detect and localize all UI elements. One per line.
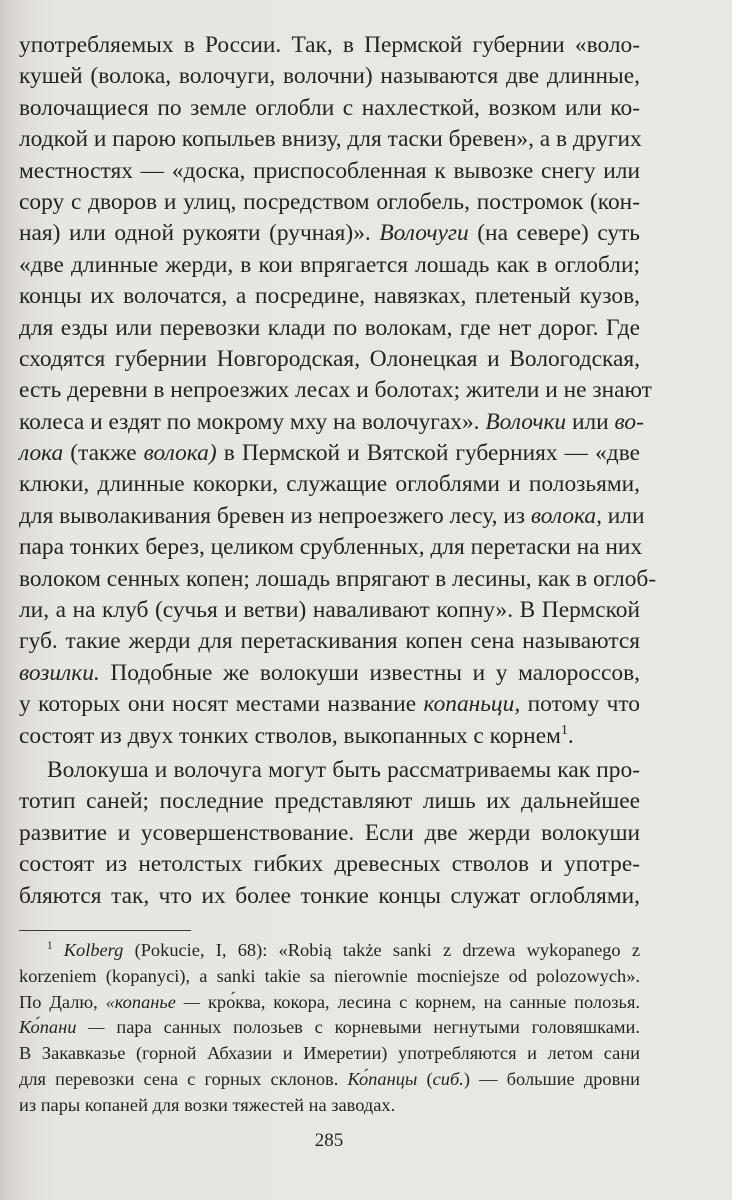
text-line	[19, 469, 640, 500]
text-run: у которых они носят местами название	[19, 691, 424, 718]
footnote	[19, 938, 640, 1119]
text-line	[19, 532, 643, 563]
text-line	[19, 595, 640, 626]
text-line	[19, 61, 640, 92]
italic-term: во-	[614, 408, 644, 435]
text-run: или	[601, 502, 645, 529]
text-line	[19, 124, 640, 155]
italic-term: Волочуги	[379, 220, 469, 247]
text-line	[19, 818, 640, 849]
text-run: .	[567, 722, 574, 749]
text-run: По Далю,	[19, 991, 106, 1012]
text-line	[19, 30, 640, 61]
text-line	[19, 218, 640, 249]
text-run: (на севере) суть	[468, 220, 640, 247]
text-run: употребляемых в России. Так, в Пермской губернии «воло-	[19, 32, 640, 58]
italic-term: сиб.	[432, 1068, 464, 1089]
text-run	[53, 940, 64, 960]
footnote-line	[19, 938, 640, 964]
footnote-line	[19, 964, 640, 990]
footnote-line	[19, 990, 640, 1016]
text-line	[19, 689, 640, 720]
main-text	[19, 30, 657, 912]
text-line	[19, 313, 640, 344]
text-run: (Pokucie, I, 68): «Robią także sanki z drzewa wykopanego z	[123, 940, 640, 960]
text-run: пара тонких берез, целиком срубленных, для перетаски на них	[19, 534, 643, 561]
text-run: кро́ква, кокора, лесина с корнем, на санные полозья.	[200, 991, 640, 1012]
text-run: ли, а на клуб (сучья и ветви) наваливают копну». В Пермской	[19, 597, 640, 624]
text-run: клюки, длинные кокорки, служащие оглоблями и полозьями,	[19, 471, 640, 498]
italic-term: «копанье —	[105, 991, 201, 1012]
text-run: состоят из двух тонких стволов, выкопанных с корнем	[19, 722, 561, 749]
italic-term: копаньци,	[423, 691, 521, 718]
text-run: волоком сенных копен; лошадь впрягают в лесины, как в оглоб-	[19, 565, 657, 592]
text-run: концы их волочатся, а посредине, навязках, плетеный кузов,	[19, 283, 640, 310]
text-run: бляются так, что их более тонкие концы служат оглоблями,	[19, 882, 640, 909]
text-run: для выволакивания бревен из непроезжего лесу, из	[19, 502, 531, 529]
page-number: 285	[314, 1130, 344, 1151]
text-run: из пары копаней для возки тяжестей на заводах.	[19, 1094, 396, 1115]
text-run: в Пермской и Вятской губерниях — «две	[216, 440, 640, 467]
text-run: korzeniem (kopanyci), a sanki takie sa nierownie mocniejsze od polozowych».	[19, 965, 640, 986]
italic-term: лока	[19, 440, 64, 467]
text-run: состоят из нетолстых гибких древесных стволов и употре-	[19, 851, 640, 878]
text-run: или	[566, 408, 615, 435]
text-line	[19, 187, 640, 218]
footnote-line	[19, 1093, 640, 1119]
text-line	[19, 250, 640, 281]
text-run: развитие и усовершенствование. Если две жерди волокуши	[19, 819, 640, 846]
italic-term: Kolberg	[63, 940, 124, 960]
text-line	[19, 344, 640, 375]
text-run: ) — большие дровни	[463, 1068, 640, 1089]
text-line	[19, 755, 640, 786]
text-run: губ. такие жерди для перетаскивания копен сена называются	[19, 628, 640, 655]
text-line	[19, 281, 640, 312]
text-run: тотип саней; последние представляют лишь их дальнейшее	[19, 788, 640, 815]
text-run: для перевозки сена с горных склонов.	[19, 1068, 348, 1089]
footnote-marker: 1	[47, 939, 53, 952]
text-run: пара санных полозьев с корневыми негнутыми головяшками.	[104, 1017, 640, 1038]
text-run: кушей (волока, волочуги, волочни) называются две длинные,	[19, 63, 640, 90]
text-line	[19, 438, 640, 469]
footnote-line	[19, 1067, 640, 1093]
footnote-line	[19, 1041, 640, 1067]
text-line	[19, 407, 644, 438]
text-run: сходятся губернии Новгородская, Олонецкая и Вологодская,	[19, 345, 640, 372]
italic-term: Ко́панцы	[347, 1068, 418, 1089]
italic-term: Волочки	[485, 408, 567, 435]
text-run: потому что	[520, 691, 640, 718]
text-line	[19, 564, 657, 595]
text-line	[19, 881, 640, 912]
text-line	[19, 849, 640, 880]
text-run: «две длинные жерди, в кои впрягается лошадь как в оглобли;	[19, 251, 640, 278]
text-run: есть деревни в непроезжих лесах и болотах; жители и не знают	[19, 377, 652, 404]
text-line	[19, 658, 640, 689]
text-line	[19, 93, 640, 124]
text-line	[19, 786, 640, 817]
text-run: Подобные же волокуши известны и у малороссов,	[99, 659, 640, 686]
text-run: колеса и ездят по мокрому мху на волочугах».	[19, 408, 486, 435]
text-run: (также	[63, 440, 144, 467]
footnote-marker: 1	[560, 721, 568, 738]
text-run: (	[417, 1068, 433, 1089]
text-run: Волокуша и волочуга могут быть рассматриваемы как про-	[47, 756, 640, 783]
italic-term: волока,	[530, 502, 602, 529]
text-run: В Закавказье (горной Абхазии и Имеретии) употребляются и летом сани	[19, 1043, 640, 1064]
text-line	[19, 626, 640, 657]
text-line	[19, 501, 645, 532]
italic-term: возилки.	[19, 659, 100, 686]
text-line	[19, 375, 652, 406]
text-line	[19, 156, 640, 187]
text-run: лодкой и парою копыльев внизу, для таски бревен», а в других	[19, 126, 642, 153]
text-run: сору с дворов и улиц, посредством оглобель, постромок (кон-	[19, 188, 640, 215]
text-line	[19, 721, 640, 752]
text-run: ная) или одной рукояти (ручная)».	[19, 220, 380, 247]
italic-term: волока)	[143, 440, 217, 467]
text-run: для езды или перевозки клади по волокам, где нет дорог. Где	[19, 314, 640, 341]
italic-term: Ко́пани —	[19, 1017, 105, 1038]
footnote-line	[19, 1015, 640, 1041]
text-run: местностях — «доска, приспособленная к вывозке снегу или	[19, 157, 640, 184]
text-run: волочащиеся по земле оглобли с нахлесткой, возком или ко-	[19, 94, 640, 121]
footnote-separator	[19, 930, 191, 931]
